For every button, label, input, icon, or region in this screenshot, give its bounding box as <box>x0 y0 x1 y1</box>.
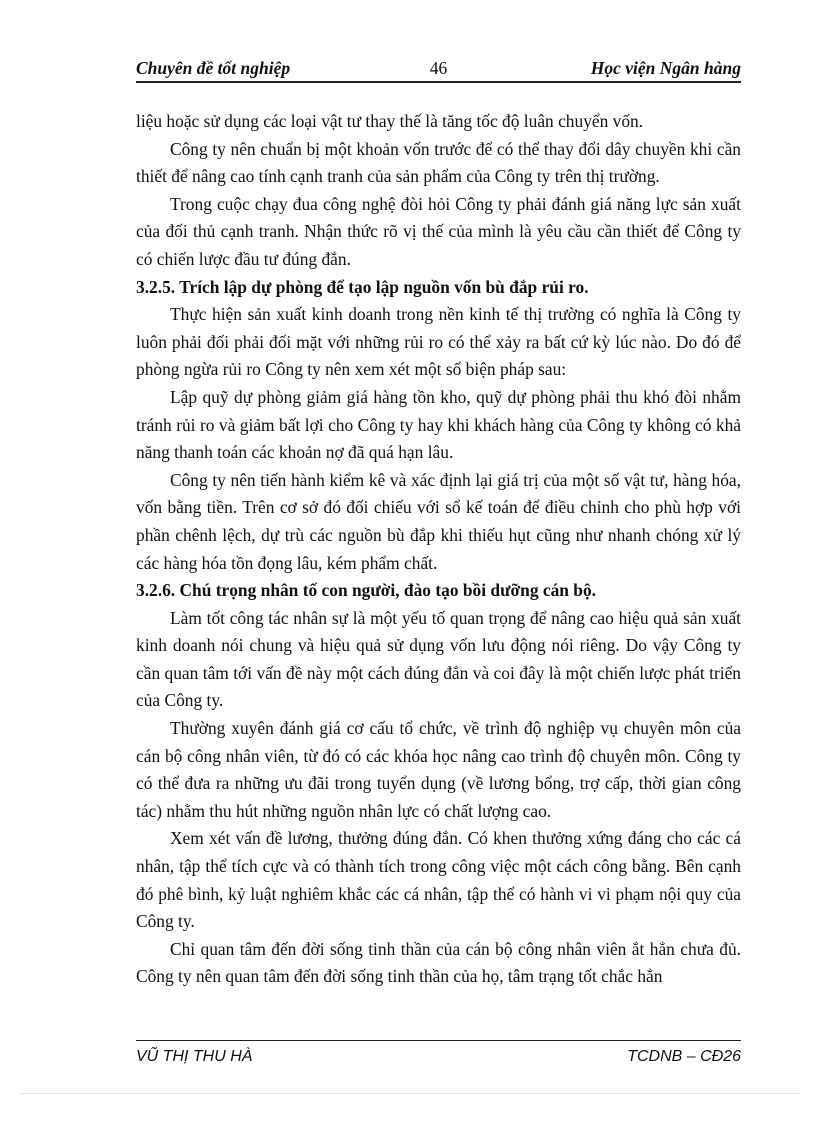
footer-author: VŨ THỊ THU HÀ <box>136 1048 253 1065</box>
footer-class-code: TCDNB – CĐ26 <box>627 1048 741 1065</box>
paragraph-continuation: liệu hoặc sử dụng các loại vật tư thay thế là tăng tốc độ luân chuyển vốn. <box>136 111 644 131</box>
paragraph: Xem xét vấn đề lương, thưởng đúng đắn. Có khen thưởng xứng đáng cho các cá nhân, tập thể tích cực và có thành tích trong công việc một cách công bằng. Bên cạnh đó phê bình, kỷ luật nghiêm khắc các cá nhân, tập thể có hành vi vi phạm nội quy của Công ty. <box>136 828 741 932</box>
section-heading-3-2-6: 3.2.6. Chú trọng nhân tố con người, đào tạo bồi dưỡng cán bộ. <box>136 580 597 601</box>
paragraph: Trong cuộc chạy đua công nghệ đòi hỏi Công ty phải đánh giá năng lực sản xuất của đối thủ cạnh tranh. Nhận thức rõ vị thế của mình là yêu cầu cần thiết để Công ty có chiến lược đầu tư đúng đắn. <box>136 193 741 269</box>
page-number: 46 <box>429 58 448 78</box>
page-bottom-divider <box>20 1093 800 1094</box>
paragraph: Chỉ quan tâm đến đời sống tinh thần của cán bộ công nhân viên ắt hẳn chưa đủ. Công ty nên quan tâm đến đời sống tinh thần của họ, tâm trạng tốt chắc hẳn <box>136 938 741 987</box>
page-footer <box>136 1040 741 1071</box>
document-body <box>136 108 741 991</box>
paragraph: Thường xuyên đánh giá cơ cấu tổ chức, về trình độ nghiệp vụ chuyên môn của cán bộ công nhân viên, từ đó có các khóa học nâng cao trình độ chuyên môn. Công ty có thể đưa ra những ưu đãi trong tuyển dụng (về lương bổng, trợ cấp, thời gian công tác) nhằm thu hút những nguồn nhân lực có chất lượng cao. <box>136 718 741 821</box>
header-institution: Học viện Ngân hàng <box>590 58 741 78</box>
paragraph: Công ty nên tiến hành kiểm kê và xác định lại giá trị của một số vật tư, hàng hóa, vốn bằng tiền. Trên cơ sở đó đối chiếu với sổ kế toán để điều chỉnh cho phù hợp với phần chênh lệch, dự trù các nguồn bù đắp khi thiếu hụt cũng như nhanh chóng xử lý các hàng hóa tồn đọng lâu, kém phẩm chất. <box>136 469 741 573</box>
page-header <box>136 55 741 83</box>
header-thesis-title: Chuyên đề tốt nghiệp <box>136 58 291 78</box>
paragraph: Làm tốt công tác nhân sự là một yếu tố quan trọng để nâng cao hiệu quả sản xuất kinh doanh nói chung và hiệu quả sử dụng vốn lưu động nói riêng. Do vậy Công ty cần quan tâm tới vấn đề này một cách đúng đắn và coi đây là một chiến lược phát triển của Công ty. <box>136 607 741 711</box>
paragraph: Thực hiện sản xuất kinh doanh trong nền kinh tế thị trường có nghĩa là Công ty luôn phải đối phải đối mặt với những rủi ro có thể xảy ra bất cứ kỳ lúc nào. Do đó để phòng ngừa rủi ro Công ty nên xem xét một số biện pháp sau: <box>136 304 741 380</box>
paragraph: Công ty nên chuẩn bị một khoản vốn trước để có thể thay đổi dây chuyền khi cần thiết để nâng cao tính cạnh tranh của sản phẩm của Công ty trên thị trường. <box>136 138 741 187</box>
paragraph: Lập quỹ dự phòng giảm giá hàng tồn kho, quỹ dự phòng phải thu khó đòi nhằm tránh rủi ro và giảm bất lợi cho Công ty hay khi khách hàng của Công ty không có khả năng thanh toán các khoản nợ đã quá hạn lâu. <box>136 386 741 463</box>
section-heading-3-2-5: 3.2.5. Trích lập dự phòng để tạo lập nguồn vốn bù đắp rủi ro. <box>136 276 589 297</box>
